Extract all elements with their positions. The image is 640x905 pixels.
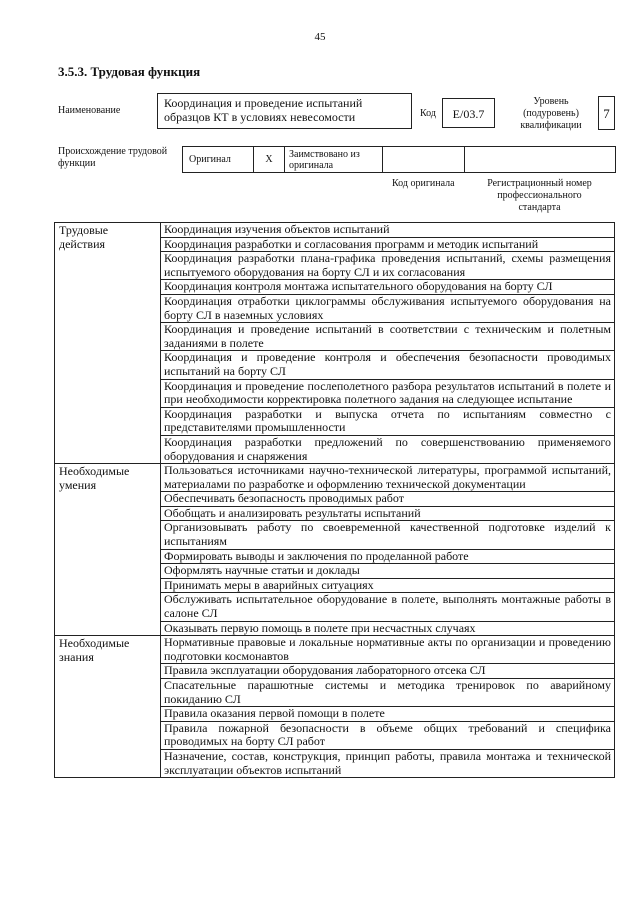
table-item: Спасательные парашютные системы и методика тренировок по аварийному покиданию СЛ [161,679,615,707]
registration-number-cell [465,147,615,172]
origin-original-label: Оригинал [183,147,254,172]
table-row [55,223,615,238]
table-item: Обслуживать испытательное оборудование в полете, выполнять монтажные работы в салоне СЛ [161,593,615,621]
qualification-level-label: Уровень (подуровень) квалификации [520,96,582,131]
table-item: Назначение, состав, конструкция, принцип работы, правила монтажа и технической эксплуатации объектов испытаний [161,749,615,777]
table-item: Координация разработки предложений по совершенствованию применяемого оборудования и снаряжения [161,435,615,463]
table-item: Формировать выводы и заключения по проделанной работе [161,549,615,564]
table-item: Обобщать и анализировать результаты испытаний [161,506,615,521]
code-label: Код [420,108,436,119]
table-item: Оформлять научные статьи и доклады [161,564,615,579]
table-item: Координация отработки циклограммы обслуживания испытуемого оборудования на борту СЛ в наземных условиях [161,294,615,322]
table-item: Координация разработки и выпуска отчета по испытаниям совместно с представителями промышленности [161,407,615,435]
table-row [55,464,615,492]
section-title: 3.5.3. Трудовая функция [58,64,201,79]
original-code-cell [383,147,465,172]
page-number: 45 [314,31,326,43]
origin-mark: X [254,147,285,172]
origin-borrowed-label: Заимствовано из оригинала [285,147,383,172]
table-item: Координация и проведение испытаний в соответствии с техническим и полетным заданиями в полете [161,323,615,351]
table-item: Координация изучения объектов испытаний [161,223,615,238]
table-item: Координация контроля монтажа испытательного оборудования на борту СЛ [161,280,615,295]
table-item: Координация разработки и согласования программ и методик испытаний [161,237,615,252]
table-item: Организовывать работу по своевременной качественной подготовке изделий к испытаниям [161,521,615,549]
origin-label: Происхождение трудовой функции [58,146,168,169]
function-name-value: Координация и проведение испытаний образцов КТ в условиях невесомости [157,93,412,129]
code-value: E/03.7 [442,98,495,128]
category-label: Трудовые действия [55,223,161,464]
category-label: Необходимые знания [55,636,161,778]
table-item: Правила оказания первой помощи в полете [161,707,615,722]
registration-number-label: Регистрационный номер профессионального стандарта [487,178,592,213]
table-item: Координация разработки плана-графика проведения испытаний, схемы размещения испытуемого оборудования на борту СЛ и их согласования [161,252,615,280]
function-details-table [54,222,615,778]
table-item: Координация и проведение контроля и обеспечения безопасности проводимых испытаний на борту СЛ [161,351,615,379]
original-code-label: Код оригинала [392,178,455,189]
table-row [55,636,615,664]
name-label: Наименование [58,105,121,116]
category-label: Необходимые умения [55,464,161,636]
table-item: Обеспечивать безопасность проводимых работ [161,492,615,507]
table-item: Принимать меры в аварийных ситуациях [161,578,615,593]
origin-table [182,146,616,173]
table-item: Правила эксплуатации оборудования лабораторного отсека СЛ [161,664,615,679]
qualification-level-value: 7 [598,96,615,130]
table-item: Правила пожарной безопасности в объеме общих требований и специфика проводимых на борту СЛ работ [161,721,615,749]
table-item: Координация и проведение послеполетного разбора результатов испытаний в полете и при необходимости корректировка полетного задания на следующее испытание [161,379,615,407]
table-item: Нормативные правовые и локальные нормативные акты по организации и проведению подготовки космонавтов [161,636,615,664]
table-item: Оказывать первую помощь в полете при несчастных случаях [161,621,615,636]
table-item: Пользоваться источниками научно-технической литературы, программой испытаний, материалами по разработке и оформлению технической документации [161,464,615,492]
